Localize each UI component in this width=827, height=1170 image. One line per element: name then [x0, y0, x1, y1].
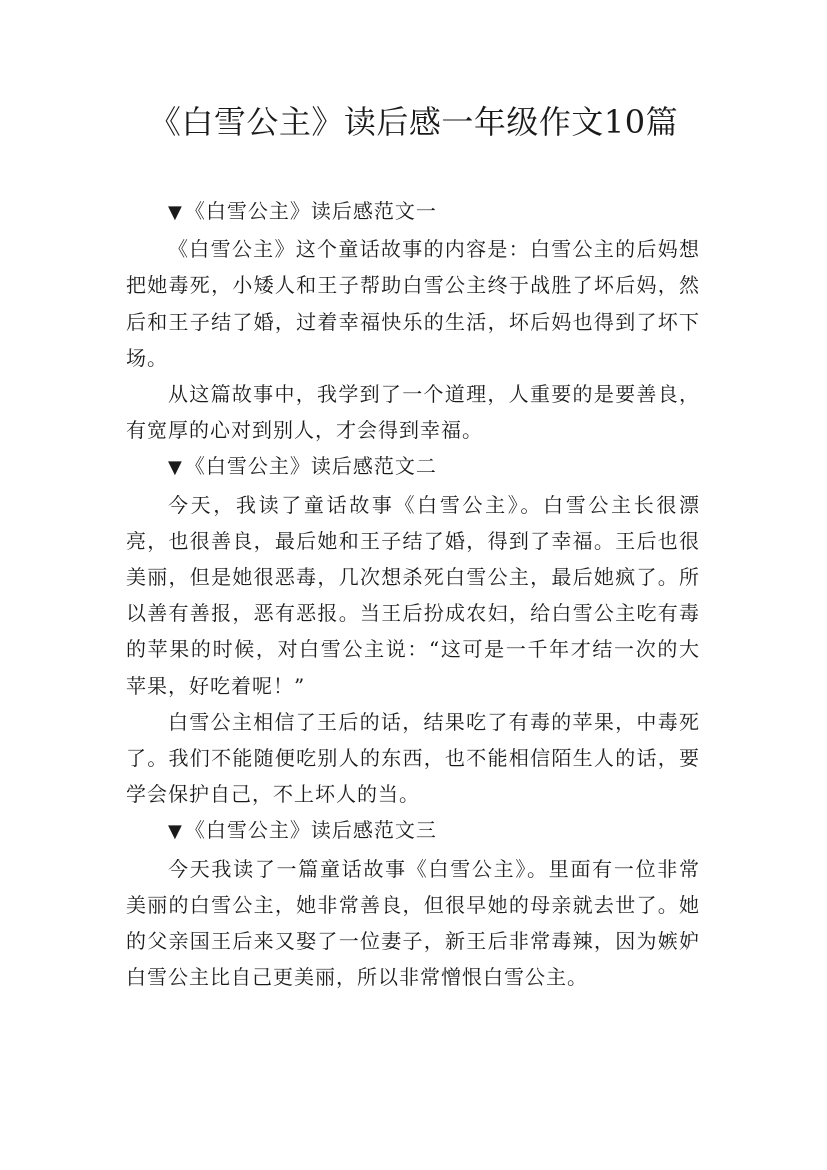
document-body: [126, 193, 700, 995]
paragraph: 白雪公主相信了王后的话，结果吃了有毒的苹果，中毒死了。我们不能随便吃别人的东西，也不能相信陌生人的话，要学会保护自己，不上坏人的当。: [126, 709, 700, 807]
paragraph: 今天，我读了童话故事《白雪公主》。白雪公主长很漂亮，也很善良，最后她和王子结了婚，得到了幸福。王后也很美丽，但是她很恶毒，几次想杀死白雪公主，最后她疯了。所以善有善报，恶有恶报。当王后扮成农妇，给白雪公主吃有毒的苹果的时候，对白雪公主说：“这可是一千年才结一次的大苹果，好吃着呢！”: [126, 492, 700, 698]
section-heading-text: 《白雪公主》读后感范文三: [184, 818, 437, 843]
paragraph: 今天我读了一篇童话故事《白雪公主》。里面有一位非常美丽的白雪公主，她非常善良，但很早她的母亲就去世了。她的父亲国王后来又娶了一位妻子，新王后非常毒辣，因为嫉妒白雪公主比自己更美丽，所以非常憎恨白雪公主。: [126, 856, 700, 990]
triangle-marker-icon: ▼: [168, 821, 183, 843]
section-heading-3: [126, 812, 700, 850]
paragraph: 《白雪公主》这个童话故事的内容是：白雪公主的后妈想把她毒死，小矮人和王子帮助白雪公主终于战胜了坏后妈，然后和王子结了婚，过着幸福快乐的生活，坏后妈也得到了坏下场。: [126, 237, 700, 370]
section-heading-text: 《白雪公主》读后感范文一: [184, 199, 437, 223]
section-heading-2: [126, 448, 700, 486]
triangle-marker-icon: ▼: [168, 202, 183, 223]
page-title: 《白雪公主》读后感一年级作文10篇: [148, 103, 679, 141]
section-heading-text: 《白雪公主》读后感范文二: [184, 454, 437, 479]
section-heading-1: [126, 193, 700, 231]
paragraph: 从这篇故事中，我学到了一个道理，人重要的是要善良，有宽厚的心对到别人，才会得到幸福。: [126, 382, 700, 443]
triangle-marker-icon: ▼: [168, 457, 183, 479]
